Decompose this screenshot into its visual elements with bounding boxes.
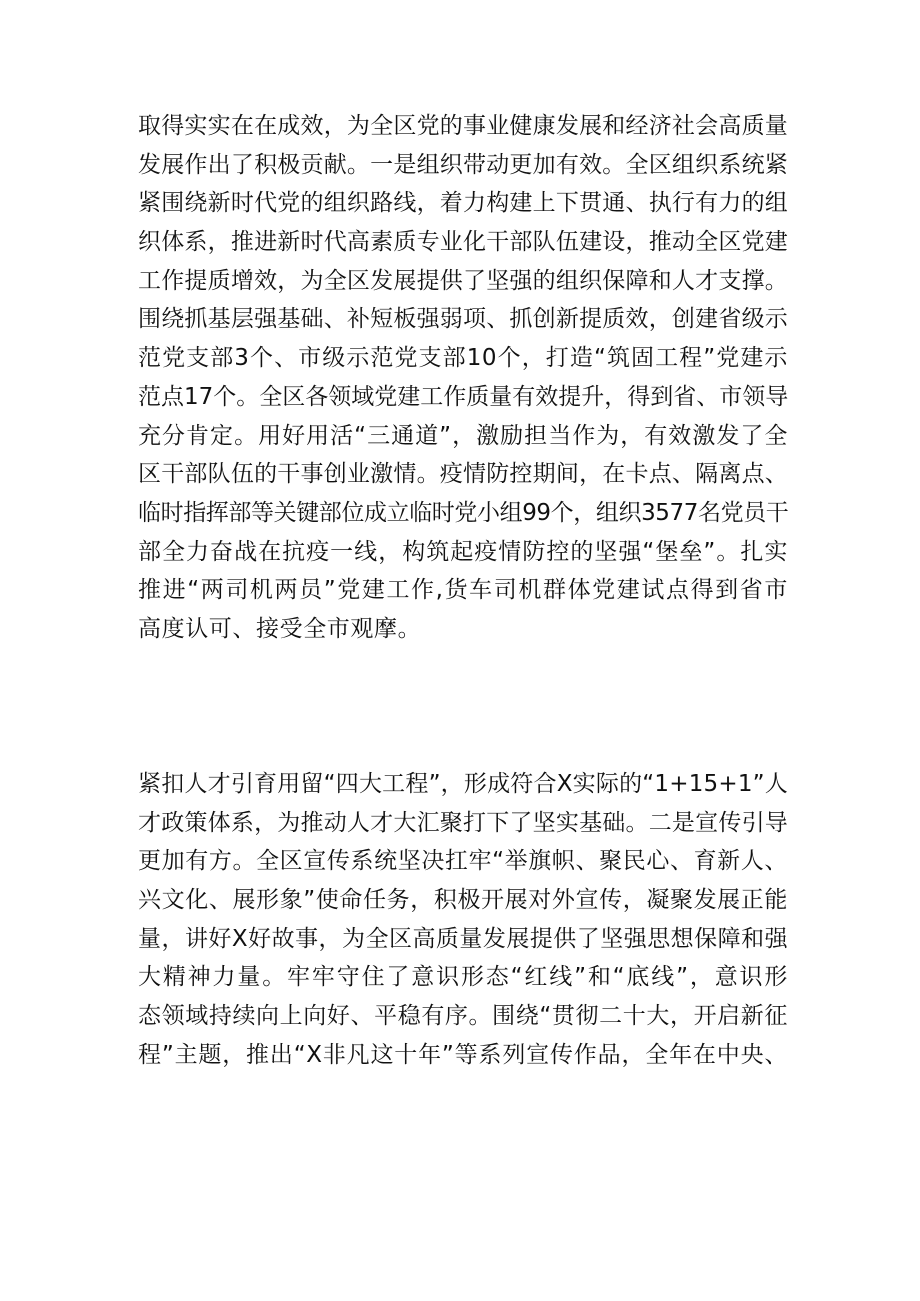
- text-line: 高度认可、接受全市观摩。: [138, 615, 422, 642]
- text-line: 充分肯定。用好用活“三通道”，激励担当作为，有效激发了全: [138, 422, 788, 449]
- text-line: 范党支部3个、市级示范党支部10个，打造“筑固工程”党建示: [138, 345, 788, 372]
- text-line: 范点17个。全区各领域党建工作质量有效提升，得到省、市领导: [138, 383, 789, 410]
- text-line: 工作提质增效，为全区发展提供了坚强的组织保障和人才支撑。: [138, 267, 788, 294]
- text-line: 区干部队伍的干事创业激情。疫情防控期间，在卡点、隔离点、: [138, 461, 788, 488]
- text-line: 才政策体系，为推动人才大汇聚打下了坚实基础。二是宣传引导: [138, 809, 788, 836]
- text-line: 临时指挥部等关键部位成立临时党小组99个，组织3577名党员干: [138, 499, 789, 526]
- text-line: 部全力奋战在抗疫一线，构筑起疫情防控的坚强“堡垒”。扎实: [138, 538, 788, 565]
- text-line: 程”主题，推出“X非凡这十年”等系列宣传作品，全年在中央、: [138, 1041, 788, 1068]
- text-line: 态领域持续向上向好、平稳有序。围绕“贯彻二十大，开启新征: [138, 1003, 788, 1030]
- text-line: 更加有方。全区宣传系统坚决扛牢“举旗帜、聚民心、育新人、: [138, 848, 788, 875]
- text-line: 量，讲好X好故事，为全区高质量发展提供了坚强思想保障和强: [138, 925, 788, 952]
- text-line: 发展作出了积极贡献。一是组织带动更加有效。全区组织系统紧: [138, 151, 788, 178]
- text-line: 取得实实在在成效，为全区党的事业健康发展和经济社会高质量: [138, 113, 788, 139]
- text-line: 兴文化、展形象”使命任务，积极开展对外宣传，凝聚发展正能: [138, 887, 788, 914]
- text-line: 紧围绕新时代党的组织路线，着力构建上下贯通、执行有力的组: [138, 190, 788, 217]
- text-line: 推进“两司机两员”党建工作,货车司机群体党建试点得到省市: [138, 577, 788, 604]
- paragraph: [138, 107, 788, 649]
- paragraph: [138, 765, 788, 1075]
- text-line: 大精神力量。牢牢守住了意识形态“红线”和“底线”，意识形: [138, 964, 788, 991]
- text-line: 围绕抓基层强基础、补短板强弱项、抓创新提质效，创建省级示: [138, 306, 788, 333]
- text-line: 织体系，推进新时代高素质专业化干部队伍建设，推动全区党建: [138, 229, 788, 256]
- text-line: 紧扣人才引育用留“四大工程”，形成符合X实际的“1+15+1”人: [138, 771, 788, 797]
